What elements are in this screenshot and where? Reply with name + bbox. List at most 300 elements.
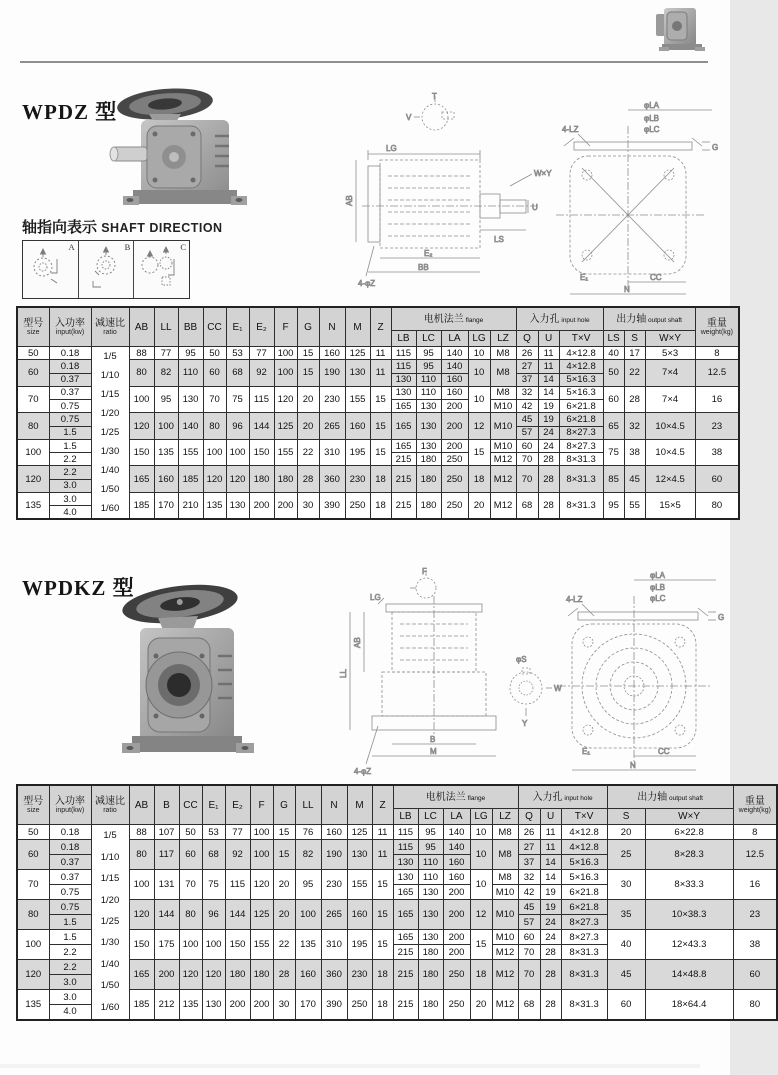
wpdkz-product-photo	[106, 576, 264, 768]
table-cell: 150	[225, 930, 250, 960]
table-cell: 230	[347, 960, 372, 990]
table-cell: 60	[733, 960, 777, 990]
dim-label: N	[630, 761, 636, 770]
table-cell: 150	[249, 439, 274, 466]
dim-label: G	[712, 143, 719, 152]
header-cell: 型号 size	[17, 307, 49, 347]
spec-row	[17, 870, 777, 885]
table-cell: M10	[490, 400, 516, 413]
table-cell: 200	[441, 413, 468, 440]
table-cell: 23	[733, 900, 777, 930]
header-cell: LB	[393, 809, 418, 825]
top-rule	[20, 61, 708, 63]
shaft-direction-box	[22, 240, 190, 299]
table-cell: 5×16.3	[561, 870, 607, 885]
table-cell: 180	[225, 960, 250, 990]
dim-label: E₁	[580, 273, 589, 282]
table-cell: 96	[202, 900, 225, 930]
dim-label: U	[532, 203, 538, 212]
table-cell: 30	[273, 990, 295, 1020]
table-cell: 130	[202, 990, 225, 1020]
table-cell: 110	[178, 360, 203, 387]
table-cell: 10×38.3	[645, 900, 733, 930]
table-cell: 68	[226, 360, 249, 387]
table-cell: 6×22.8	[645, 825, 733, 840]
dim-label: LS	[494, 235, 504, 244]
table-cell: 0.75	[49, 885, 91, 900]
table-cell: 215	[391, 492, 416, 519]
table-cell: 200	[441, 400, 468, 413]
dim-label: φLC	[644, 125, 660, 134]
table-cell: 130	[416, 413, 441, 440]
table-cell: 175	[154, 930, 179, 960]
table-cell: 8×27.3	[561, 930, 607, 945]
header-cell: G	[273, 785, 295, 825]
header-cell: 入功率 input(kw)	[49, 307, 91, 347]
table-cell: 125	[250, 900, 273, 930]
table-cell: 50	[17, 825, 49, 840]
table-cell: 0.37	[49, 855, 91, 870]
table-cell: 45	[607, 960, 645, 990]
dim-label: LL	[339, 669, 348, 678]
table-cell: 11	[370, 347, 391, 360]
table-cell: 11	[540, 825, 561, 840]
table-cell: 200	[274, 492, 297, 519]
table-cell: 5×3	[645, 347, 695, 360]
table-cell: 23	[695, 413, 739, 440]
table-cell: 4×12.8	[561, 840, 607, 855]
table-cell: 18	[372, 990, 393, 1020]
table-cell: 100	[17, 439, 49, 466]
table-cell: 45	[518, 900, 540, 915]
header-cell: 入力孔 input hole	[518, 785, 607, 809]
table-cell: 180	[416, 453, 441, 466]
table-cell: 28	[273, 960, 295, 990]
table-cell: 50	[603, 360, 624, 387]
table-cell: 19	[540, 885, 561, 900]
table-cell: 130	[345, 360, 370, 387]
table-cell: 180	[249, 466, 274, 493]
header-cell: W×Y	[645, 331, 695, 347]
dim-label: W	[554, 684, 562, 693]
table-cell: 120	[17, 466, 49, 493]
table-cell: 8×31.3	[561, 945, 607, 960]
dim-label: φS	[516, 655, 527, 664]
table-cell: 60	[603, 386, 624, 413]
table-cell: 10	[468, 347, 490, 360]
table-cell: 15	[372, 900, 393, 930]
table-cell: 15	[370, 413, 391, 440]
table-cell: 38	[624, 439, 645, 466]
table-cell: 6×21.8	[559, 400, 603, 413]
table-cell: 100	[129, 386, 154, 413]
dim-label: V	[406, 113, 412, 122]
table-cell: 22	[273, 930, 295, 960]
table-cell: 68	[518, 990, 540, 1020]
table-cell: 120	[129, 900, 154, 930]
table-cell: 8×27.3	[561, 915, 607, 930]
header-cell: LS	[603, 331, 624, 347]
table-cell: 250	[345, 492, 370, 519]
table-cell: 60	[516, 439, 538, 452]
dim-label: E₂	[424, 249, 433, 258]
table-cell: 160	[321, 825, 347, 840]
table-cell: 165	[129, 960, 154, 990]
table-cell: 25	[607, 840, 645, 870]
table-cell: 150	[129, 439, 154, 466]
dim-label: LG	[386, 144, 397, 153]
header-cell: LL	[154, 307, 178, 347]
table-cell: 144	[154, 900, 179, 930]
header-cell: 减速比 ratio	[91, 307, 129, 347]
header-cell: 重量 weight(kg)	[695, 307, 739, 347]
table-cell: 215	[391, 466, 416, 493]
table-cell: 57	[516, 426, 538, 439]
table-cell: 135	[17, 990, 49, 1020]
table-cell: 135	[179, 990, 202, 1020]
header-cell: F	[274, 307, 297, 347]
table-cell: 250	[441, 492, 468, 519]
table-cell: 195	[347, 930, 372, 960]
shaft-direction-en: SHAFT DIRECTION	[101, 221, 223, 235]
spec-row	[17, 347, 739, 360]
table-cell: 210	[178, 492, 203, 519]
dim-label: φLC	[650, 594, 666, 603]
table-cell: 10	[468, 360, 490, 387]
header-cell: E₁	[226, 307, 249, 347]
table-cell: 110	[418, 855, 443, 870]
table-cell: 3.0	[49, 975, 91, 990]
table-cell: 115	[249, 386, 274, 413]
header-cell: LZ	[490, 331, 516, 347]
dim-label: AB	[345, 195, 354, 206]
table-cell: 20	[273, 900, 295, 930]
table-cell: 15×5	[645, 492, 695, 519]
table-cell: 135	[203, 492, 226, 519]
table-cell: 140	[443, 825, 470, 840]
table-cell: 19	[538, 413, 559, 426]
table-cell: 28	[297, 466, 319, 493]
table-cell: 70	[518, 945, 540, 960]
table-cell: 1.5	[49, 930, 91, 945]
header-cell: E₂	[225, 785, 250, 825]
table-cell: 160	[345, 413, 370, 440]
table-cell: 120	[274, 386, 297, 413]
table-cell: M12	[490, 453, 516, 466]
table-cell: 11	[372, 825, 393, 840]
table-cell: 82	[154, 360, 178, 387]
table-cell: 100	[17, 930, 49, 960]
table-cell: 250	[443, 960, 470, 990]
header-cell: AB	[129, 307, 154, 347]
direction-letter: B	[124, 242, 131, 252]
header-cell: N	[319, 307, 345, 347]
header-cell: M	[347, 785, 372, 825]
table-cell: 38	[695, 439, 739, 466]
table-cell: 95	[416, 347, 441, 360]
table-cell: 120	[226, 466, 249, 493]
table-cell: 100	[203, 439, 226, 466]
table-cell: 11	[370, 360, 391, 387]
table-cell: 135	[154, 439, 178, 466]
table-cell: 10×4.5	[645, 413, 695, 440]
table-cell: 80	[179, 900, 202, 930]
table-cell: 180	[418, 960, 443, 990]
table-cell: 10	[470, 840, 492, 870]
table-cell: 250	[347, 990, 372, 1020]
header-cell: Z	[370, 307, 391, 347]
table-cell: 0.37	[49, 870, 91, 885]
table-cell: 215	[393, 945, 418, 960]
header-cell: T×V	[559, 331, 603, 347]
header-cell: 电机法兰 flange	[391, 307, 516, 331]
header-cell: 入功率 input(kw)	[49, 785, 91, 825]
table-cell: 200	[443, 945, 470, 960]
table-cell: 15	[372, 870, 393, 900]
header-cell: BB	[178, 307, 203, 347]
table-cell: 4×12.8	[561, 825, 607, 840]
table-cell: 12	[470, 900, 492, 930]
dim-label: φLA	[650, 571, 665, 580]
table-cell: 11	[372, 840, 393, 870]
table-cell: 60	[518, 930, 540, 945]
table-cell: 360	[321, 960, 347, 990]
table-cell: 3.0	[49, 492, 91, 505]
table-cell: 60	[17, 840, 49, 870]
table-cell: 6×21.8	[561, 885, 607, 900]
table-cell: 53	[226, 347, 249, 360]
header-cell: Q	[518, 809, 540, 825]
table-cell: 5×16.3	[559, 386, 603, 399]
spec-row	[17, 960, 777, 975]
header-cell: F	[250, 785, 273, 825]
table-cell: 12.5	[733, 840, 777, 870]
table-cell: 80	[733, 990, 777, 1020]
header-cell: E₂	[249, 307, 274, 347]
table-cell: 60	[179, 840, 202, 870]
header-cell: W×Y	[645, 809, 733, 825]
table-cell: 200	[249, 492, 274, 519]
table-cell: 215	[391, 453, 416, 466]
table-cell: 11	[538, 360, 559, 373]
table-cell: 130	[416, 439, 441, 452]
table-cell: 100	[179, 930, 202, 960]
direction-letter: A	[68, 242, 75, 252]
table-cell: 2.2	[49, 466, 91, 479]
table-cell: 130	[178, 386, 203, 413]
table-cell: 24	[538, 426, 559, 439]
header-cell: 出力轴 output shaft	[607, 785, 733, 809]
table-cell: 155	[250, 930, 273, 960]
table-cell: 185	[178, 466, 203, 493]
table-cell: 14	[538, 386, 559, 399]
table-cell: 60	[17, 360, 49, 387]
header-cell: AB	[129, 785, 154, 825]
table-cell: 95	[418, 840, 443, 855]
table-cell: 165	[393, 900, 418, 930]
table-cell: 20	[273, 870, 295, 900]
table-cell: 190	[319, 360, 345, 387]
table-cell: 250	[441, 466, 468, 493]
table-cell: 42	[516, 400, 538, 413]
table-cell: 180	[418, 945, 443, 960]
table-cell: 100	[250, 840, 273, 870]
table-cell: 120	[179, 960, 202, 990]
wpdkz-spec-table	[16, 784, 778, 1021]
table-cell: 50	[179, 825, 202, 840]
table-cell: 27	[516, 360, 538, 373]
table-cell: 20	[468, 492, 490, 519]
table-cell: 8×27.3	[559, 439, 603, 452]
table-cell: 160	[443, 870, 470, 885]
table-cell: 80	[695, 492, 739, 519]
table-cell: 82	[295, 840, 321, 870]
wpdz-product-photo	[103, 84, 253, 218]
header-cell: LL	[295, 785, 321, 825]
table-cell: 28	[624, 386, 645, 413]
table-cell: 40	[603, 347, 624, 360]
table-cell: M10	[492, 930, 518, 945]
table-cell: 32	[624, 413, 645, 440]
table-cell: 68	[516, 492, 538, 519]
table-cell: 0.18	[49, 360, 91, 373]
header-cell: S	[624, 331, 645, 347]
table-cell: 155	[178, 439, 203, 466]
table-cell: 10	[470, 825, 492, 840]
table-cell: 185	[129, 990, 154, 1020]
table-cell: 20	[297, 413, 319, 440]
table-cell: 185	[129, 492, 154, 519]
table-cell: 130	[418, 885, 443, 900]
table-cell: 200	[225, 990, 250, 1020]
header-cell: G	[297, 307, 319, 347]
header-cell: LB	[391, 331, 416, 347]
table-cell: 125	[274, 413, 297, 440]
table-cell: 120	[17, 960, 49, 990]
table-cell: 8	[733, 825, 777, 840]
table-cell: 4×12.8	[559, 347, 603, 360]
table-cell: 26	[516, 347, 538, 360]
dim-label: 4-φZ	[358, 279, 376, 288]
table-cell: 180	[418, 990, 443, 1020]
table-cell: 115	[393, 840, 418, 855]
wpdkz-dimension-drawing	[326, 566, 730, 784]
table-cell: M12	[492, 990, 518, 1020]
table-cell: 22	[624, 360, 645, 387]
table-cell: 117	[154, 840, 179, 870]
table-cell: 95	[295, 870, 321, 900]
table-cell: 0.75	[49, 400, 91, 413]
header-cell: Z	[372, 785, 393, 825]
table-cell: 15	[370, 386, 391, 413]
table-cell: 70	[17, 870, 49, 900]
dim-label: 4-LZ	[562, 125, 579, 134]
table-cell: 80	[129, 360, 154, 387]
table-cell: 92	[225, 840, 250, 870]
table-cell: 0.18	[49, 840, 91, 855]
table-cell: 160	[154, 466, 178, 493]
table-cell: 30	[607, 870, 645, 900]
table-cell: 195	[345, 439, 370, 466]
table-cell: 15	[468, 439, 490, 466]
table-cell: 15	[297, 347, 319, 360]
table-cell: 65	[603, 413, 624, 440]
table-cell: 28	[540, 960, 561, 990]
table-cell: 50	[203, 347, 226, 360]
header-cell: B	[154, 785, 179, 825]
table-cell: 100	[154, 413, 178, 440]
shaft-direction-cell-b	[79, 241, 135, 298]
table-cell: 2.2	[49, 960, 91, 975]
wpdz-dimension-drawing	[342, 90, 728, 304]
dim-label: φLB	[650, 583, 665, 592]
table-cell: 100	[129, 870, 154, 900]
table-cell: 100	[226, 439, 249, 466]
table-cell: 3.0	[49, 479, 91, 492]
table-cell: 165	[391, 439, 416, 452]
table-cell: 3.0	[49, 990, 91, 1005]
table-cell: 8×31.3	[559, 492, 603, 519]
table-cell: 18	[370, 492, 391, 519]
table-cell: 160	[441, 373, 468, 386]
header-cell: S	[607, 809, 645, 825]
table-cell: 95	[178, 347, 203, 360]
table-cell: 42	[518, 885, 540, 900]
table-cell: 60	[203, 360, 226, 387]
table-cell: 180	[274, 466, 297, 493]
table-cell: 60	[607, 990, 645, 1020]
table-cell: 0.18	[49, 825, 91, 840]
spec-row	[17, 900, 777, 915]
table-cell: 120	[129, 413, 154, 440]
table-cell: 14	[540, 870, 561, 885]
table-cell: M8	[490, 347, 516, 360]
table-cell: 100	[202, 930, 225, 960]
table-cell: 18	[468, 466, 490, 493]
table-cell: M10	[492, 885, 518, 900]
header-cell: LC	[418, 809, 443, 825]
table-cell: 96	[226, 413, 249, 440]
table-cell: 70	[203, 386, 226, 413]
table-cell: 7×4	[645, 386, 695, 413]
table-cell: 100	[295, 900, 321, 930]
bottom-rule	[0, 1064, 700, 1068]
table-cell: 135	[295, 930, 321, 960]
table-cell: M8	[492, 870, 518, 885]
spec-row	[17, 930, 777, 945]
table-cell: 10×4.5	[645, 439, 695, 466]
header-cell: LA	[441, 331, 468, 347]
header-cell: 出力轴 output shaft	[603, 307, 695, 331]
table-cell: 30	[297, 492, 319, 519]
table-cell: 2.2	[49, 945, 91, 960]
table-cell: M8	[492, 825, 518, 840]
table-cell: 16	[733, 870, 777, 900]
table-cell: 20	[470, 990, 492, 1020]
dim-label: T	[432, 92, 437, 101]
table-cell: 230	[321, 870, 347, 900]
table-cell: 4.0	[49, 1005, 91, 1020]
table-cell: 32	[518, 870, 540, 885]
wpdz-section-title: WPDZ 型	[22, 100, 118, 124]
table-cell: 10	[468, 386, 490, 413]
table-cell: 12×4.5	[645, 466, 695, 493]
table-cell: 160	[347, 900, 372, 930]
table-cell: 110	[418, 870, 443, 885]
table-cell: 18	[470, 960, 492, 990]
table-cell: 19	[540, 900, 561, 915]
table-cell: 95	[418, 825, 443, 840]
